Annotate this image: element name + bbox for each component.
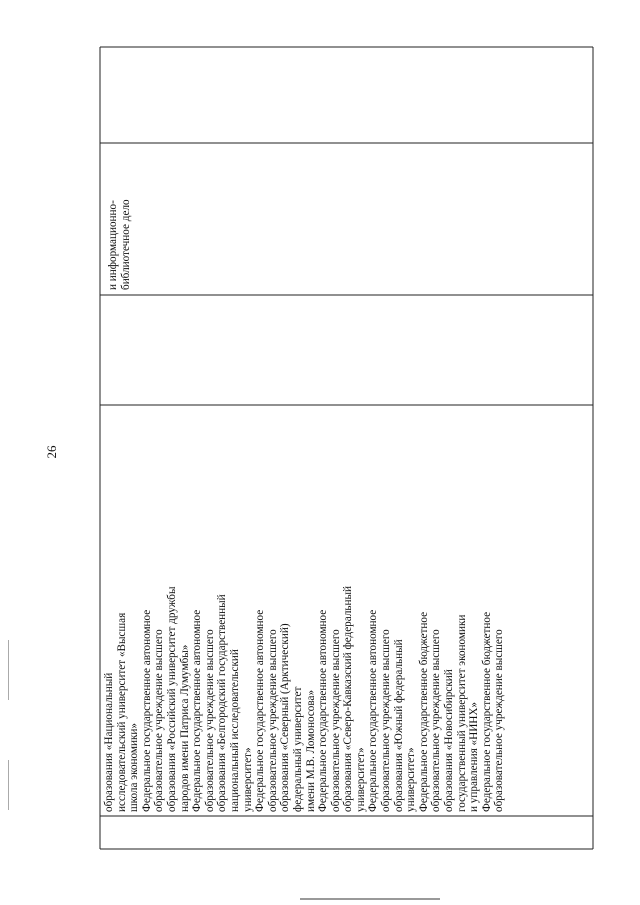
org-line: федеральный университет: [291, 686, 304, 812]
org-line: университет»: [241, 747, 254, 812]
org-line: образования «Национальный: [103, 672, 115, 812]
org-line: образования «Новосибирский: [443, 669, 456, 812]
specialty-cell: [107, 199, 132, 290]
page-number: 26: [44, 445, 59, 459]
scan-edge-mark: [300, 898, 440, 900]
org-line: образовательное учреждение высшего: [329, 629, 342, 812]
org-line: школа экономики»: [128, 723, 141, 812]
specialty-line: библиотечное дело: [119, 199, 132, 290]
org-line: образовательное учреждение высшего: [203, 629, 216, 812]
org-line: образования «Южный федеральный: [392, 639, 405, 812]
org-line: Федеральное государственное автономное: [140, 609, 153, 812]
org-line: образовательное учреждение высшего: [153, 629, 166, 812]
org-line: образования «Белгородский государственный: [216, 594, 229, 812]
org-line: Федеральное государственное бюджетное: [417, 611, 430, 812]
org-line: Федеральное государственное автономное: [191, 609, 204, 812]
org-line: университет»: [354, 747, 367, 812]
org-line: Федеральное государственное автономное: [367, 609, 380, 812]
org-line: образования «Северо-Кавказский федеральный: [342, 585, 355, 812]
org-line: образовательное учреждение высшего: [266, 629, 279, 812]
specialty-line: и информационно-: [107, 200, 119, 290]
org-line: Федеральное государственное бюджетное: [480, 611, 493, 812]
org-line: университет»: [405, 747, 418, 812]
org-line: образовательное учреждение высшего: [380, 629, 393, 812]
org-line: государственный университет экономики: [455, 614, 468, 812]
org-line: образовательное учреждение высшего: [430, 629, 443, 812]
org-line: образовательное учреждение высшего: [493, 629, 506, 812]
org-line: народов имени Патриса Лумумбы»: [178, 644, 191, 812]
org-line: Федеральное государственное автономное: [317, 609, 330, 812]
organizations-cell: [103, 586, 506, 812]
org-line: имени М.В. Ломоносова»: [304, 689, 317, 812]
org-line: образования «Северный (Арктический): [279, 623, 292, 812]
org-line: и управления «НИНХ»: [468, 701, 481, 812]
org-line: исследовательский университет «Высшая: [115, 612, 128, 812]
scan-edge-mark: [8, 640, 9, 700]
org-line: Федеральное государственное автономное: [254, 609, 267, 812]
org-line: национальный исследовательский: [228, 649, 241, 812]
org-line: образования «Российский университет дружбы: [165, 586, 178, 812]
scan-edge-mark: [8, 760, 9, 810]
